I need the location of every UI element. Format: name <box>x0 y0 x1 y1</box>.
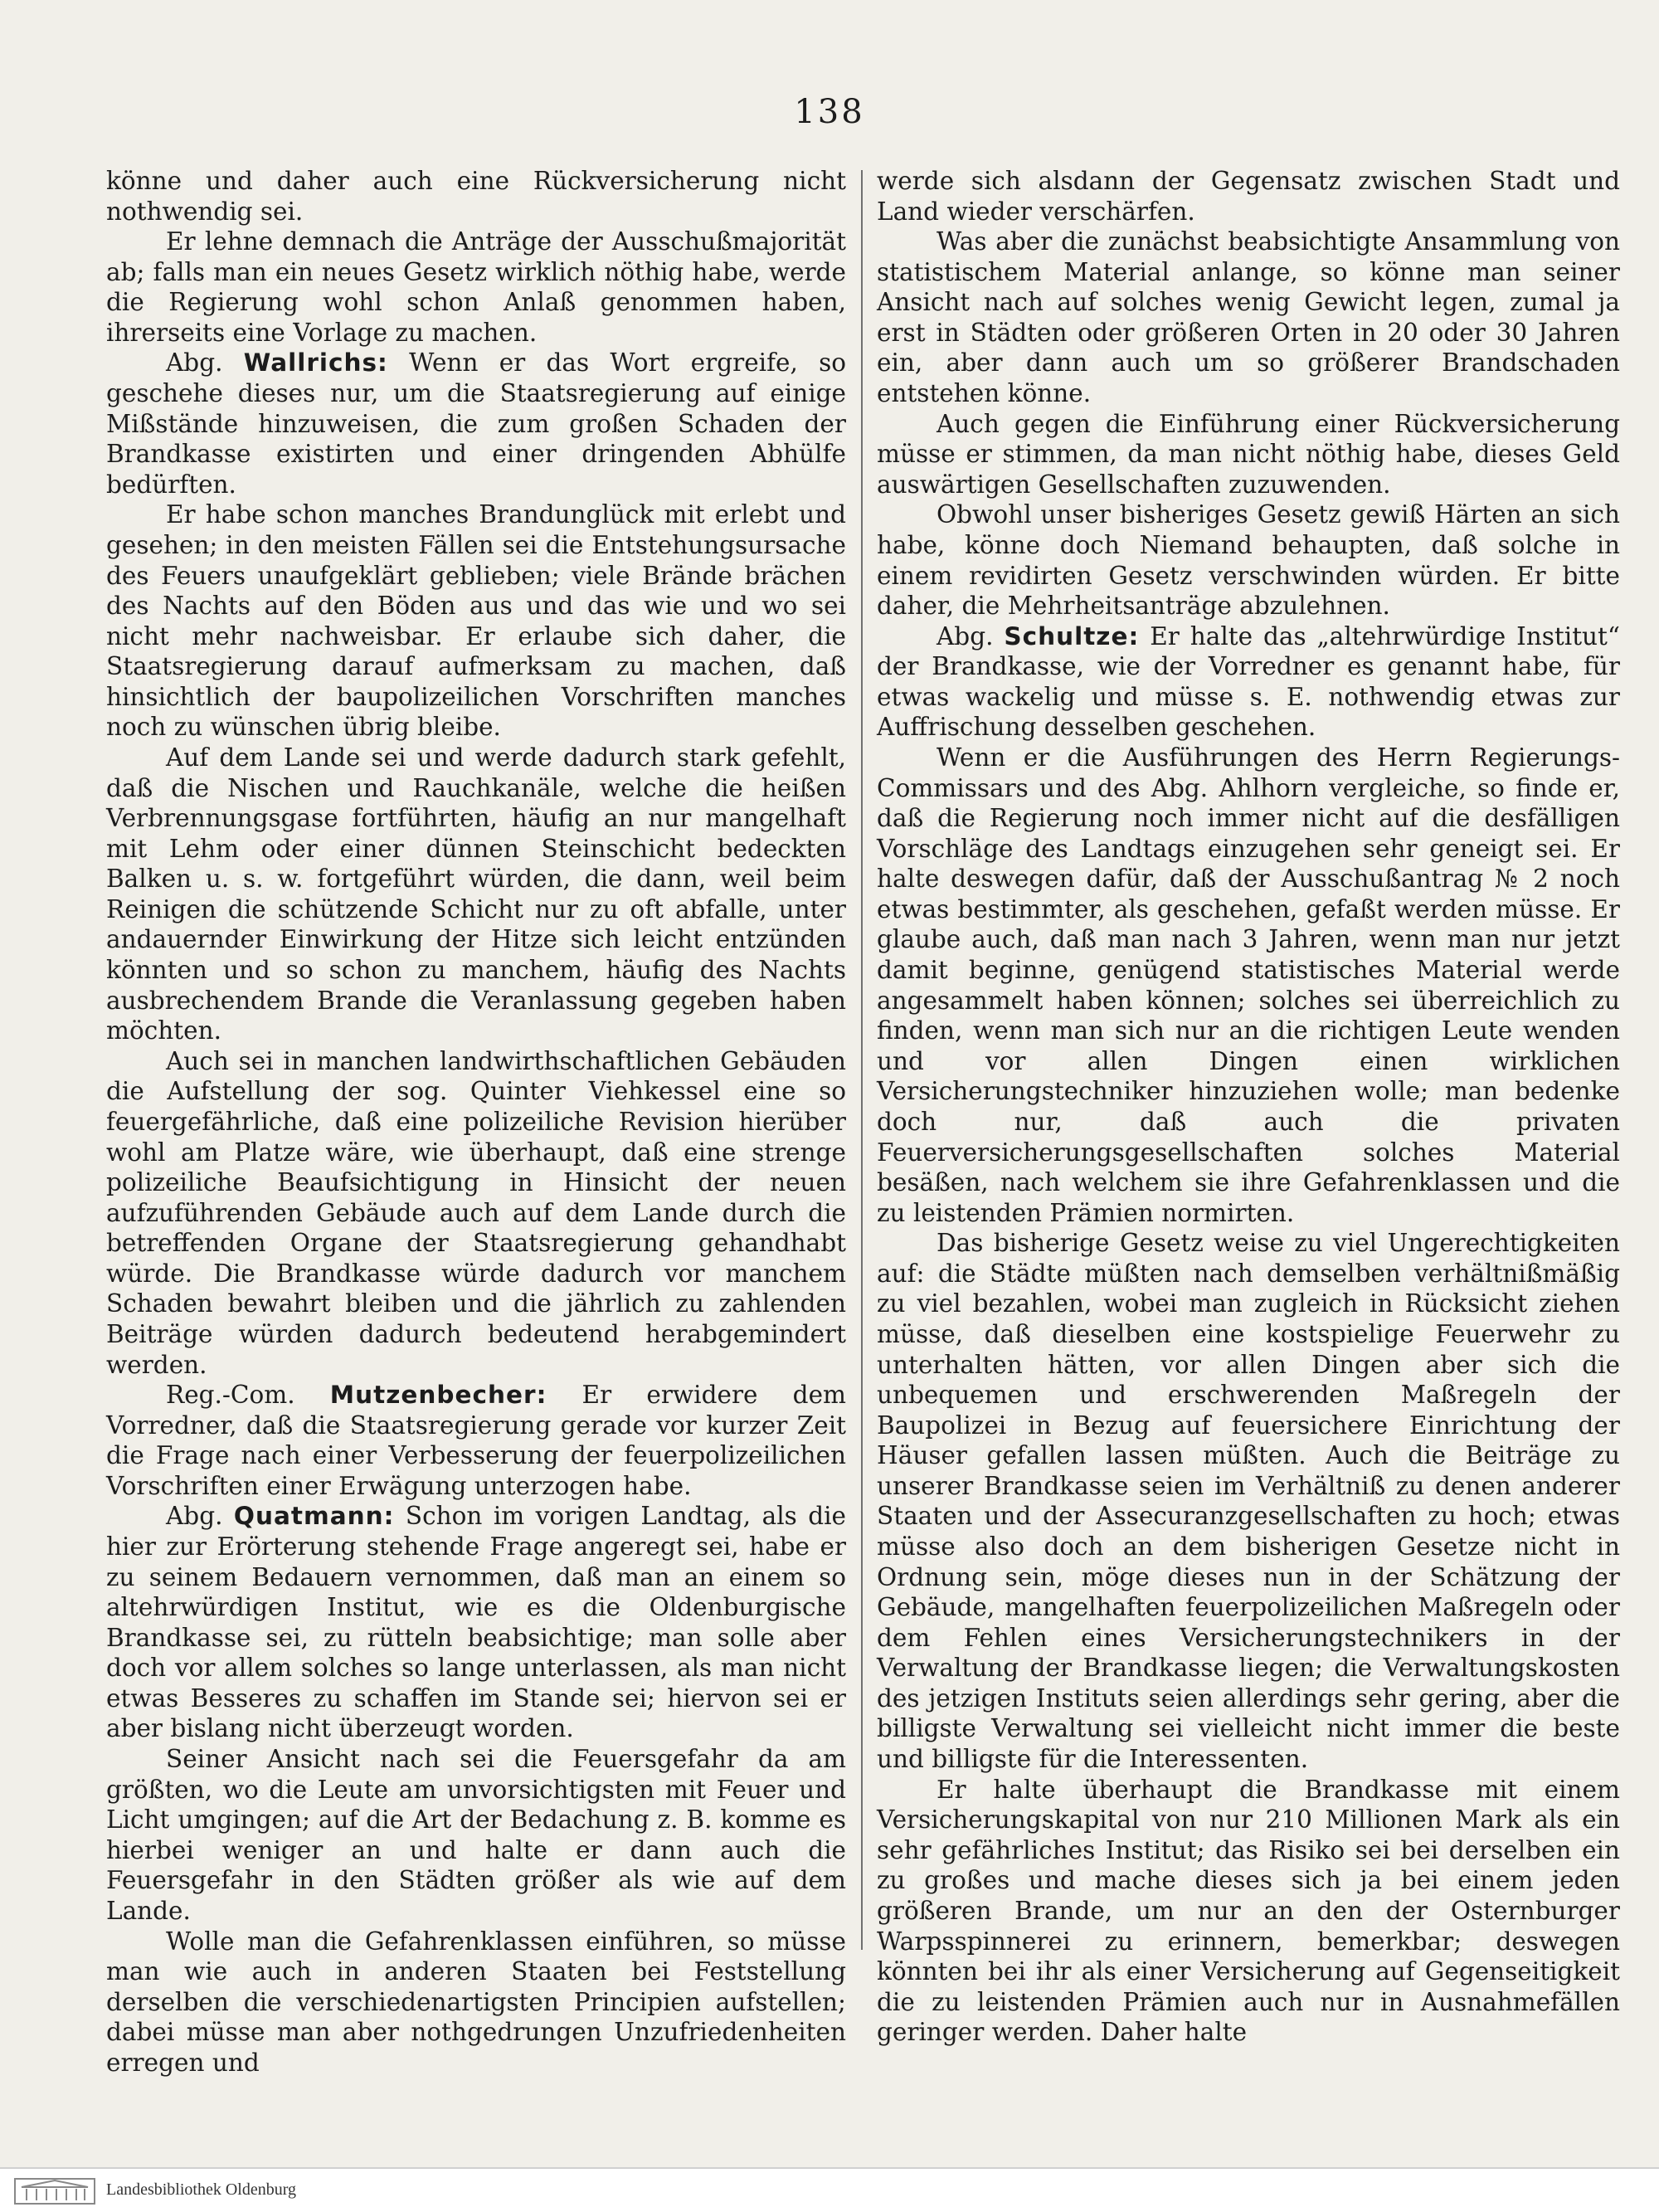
speaker-title: Abg. <box>166 1502 234 1531</box>
paragraph-text: Er lehne demnach die Anträge der Ausschußmajorität ab; falls man ein neues Gesetz wirklich nöthig habe, werde die Regierung wohl schon Anlaß genommen haben, ihrerseits eine Vorlage zu machen. <box>106 227 846 347</box>
paragraph <box>106 227 846 348</box>
paragraph <box>877 743 1620 1228</box>
paragraph-text: Das bisherige Gesetz weise zu viel Ungerechtigkeiten auf: die Städte müßten nach demselben verhältnißmäßig zu viel bezahlen, wobei man zugleich in Rücksicht ziehen müsse, daß dieselben eine kostspielige Feuerwehr zu unterhalten hätten, vor allen Dingen aber sich die unbequemen und erschwerenden Maßregeln der Baupolizei in Bezug auf feuersichere Einrichtung der Häuser gefallen lassen müßten. Auch die Beiträge zu unserer Brandkasse seien im Verhältniß zu denen anderer Staaten und der Assecuranzgesellschaften zu hoch; etwas müsse also doch an dem bisherigen Gesetze nicht in Ordnung sein, möge dieses nun in der Schätzung der Gebäude, mangelhaften feuerpolizeilichen Maßregeln oder dem Fehlen eines Versicherungstechnikers in der Verwaltung der Brandkasse liegen; die Verwaltungskosten des jetzigen Instituts seien allerdings sehr gering, aber die billigste Verwaltung sei vielleicht nicht immer die beste und billigste für die Interessenten. <box>877 1229 1620 1774</box>
library-building-icon <box>13 2175 96 2205</box>
footer-bar <box>0 2167 1659 2212</box>
speaker-name: Mutzenbecher: <box>329 1381 547 1410</box>
paragraph <box>877 166 1620 227</box>
paragraph-text: Obwohl unser bisheriges Gesetz gewiß Härten an sich habe, könne doch Niemand behaupten, daß solche in einem revidirten Gesetz verschwinden würden. Er bitte daher, die Mehrheitsanträge abzulehnen. <box>877 500 1620 621</box>
paragraph-text: Schon im vorigen Landtag, als die hier zur Erörterung stehende Frage angeregt sei, habe er zu seinem Bedauern vernommen, daß man an einem so altehrwürdigen Institut, wie es die Oldenburgische Brandkasse sei, zu rütteln beabsichtige; man solle aber doch vor allem solches so lange unterlassen, als man nicht etwas Besseres zu schaffen im Stande sei; hiervon sei er aber bislang nicht überzeugt worden. <box>106 1502 847 1743</box>
paragraph <box>877 499 1620 621</box>
paragraph <box>106 499 846 743</box>
page-number: 138 <box>794 93 865 131</box>
paragraph-text: Seiner Ansicht nach sei die Feuersgefahr da am größten, wo die Leute am unvorsichtigsten mit Feuer und Licht umgingen; auf die Art der Bedachung z. B. komme es hierbei weniger an und halte er dann auch die Feuersgefahr in den Städten größer als wie auf dem Lande. <box>106 1745 846 1925</box>
paragraph <box>106 1380 846 1501</box>
paragraph-text: Auch sei in manchen landwirthschaftlichen Gebäuden die Aufstellung der sog. Quinter Viehkessel eine so feuergefährliche, daß eine polizeiliche Revision hierüber wohl am Platze wäre, wie überhaupt, daß eine strenge polizeiliche Beaufsichtigung in Hinsicht der neuen aufzuführenden Gebäude auch auf dem Lande durch die betreffenden Organe der Staatsregierung gehandhabt würde. Die Brandkasse würde dadurch vor manchem Schaden bewahrt bleiben und die jährlich zu zahlenden Beiträge würden dadurch bedeutend herabgemindert werden. <box>106 1046 846 1379</box>
right-column <box>877 166 1620 2047</box>
speaker-title: Abg. <box>166 348 244 378</box>
speaker-name: Wallrichs: <box>243 348 388 378</box>
paragraph <box>877 409 1620 500</box>
left-column <box>106 166 847 2077</box>
paragraph <box>877 621 1620 743</box>
paragraph-text: Auch gegen die Einführung einer Rückversicherung müsse er stimmen, da man nicht nöthig habe, dieses Geld auswärtigen Gesellschaften zuzuwenden. <box>877 409 1620 499</box>
paragraph <box>877 1228 1620 1774</box>
paragraph-text: Wenn er das Wort ergreife, so geschehe dieses nur, um die Staatsregierung auf einige Mißstände hinzuweisen, die zum großen Schaden der Brandkasse existirten und einer dringenden Abhülfe bedürften. <box>106 348 846 499</box>
column-divider <box>861 170 863 1950</box>
paragraph-text: Wenn er die Ausführungen des Herrn Regierungs-Commissars und des Abg. Ahlhorn vergleiche, so finde er, daß die Regierung noch immer nicht auf die desfälligen Vorschläge des Landtags einzugehen sehr geneigt sei. Er halte deswegen dafür, daß der Ausschußantrag № 2 noch etwas bestimmter, als geschehen, gefaßt werden müsse. Er glaube auch, daß man nach 3 Jahren, wenn man nur jetzt damit beginne, genügend statistisches Material werde angesammelt haben können; solches sei überreichlich zu finden, wenn man sich nur an die richtigen Leute wenden und vor allen Dingen einen wirklichen Versicherungstechniker hinzuziehen wolle; man bedenke doch nur, daß auch die privaten Feuerversicherungsgesellschaften solches Material besäßen, nach welchem sie ihre Gefahrenklassen und die zu leistenden Prämien normirten. <box>877 743 1620 1227</box>
paragraph <box>106 348 846 499</box>
speaker-name: Schultze: <box>1004 621 1140 650</box>
paragraph-text: Wolle man die Gefahrenklassen einführen, so müsse man wie auch in anderen Staaten bei Feststellung derselben die verschiedenartigsten Principien aufstellen; dabei müsse man aber nothgedrungen Unzufriedenheiten erregen und <box>106 1927 846 2077</box>
paragraph-text: Auf dem Lande sei und werde dadurch stark gefehlt, daß die Nischen und Rauchkanäle, welche die heißen Verbrennungsgase fortführten, häufig an nur mangelhaft mit Lehm oder einer dünnen Steinschicht bedeckten Balken u. s. w. fortgeführt würden, die dann, weil beim Reinigen die schützende Schicht nur zu oft abfalle, unter andauernder Einwirkung der Hitze sich leicht entzünden könnten und so schon zu manchem, häufig des Nachts ausbrechendem Brande die Veranlassung gegeben haben möchten. <box>106 743 846 1045</box>
paragraph <box>106 166 846 227</box>
paragraph-text: werde sich alsdann der Gegensatz zwischen Stadt und Land wieder verschärfen. <box>877 167 1620 226</box>
paragraph-text: Was aber die zunächst beabsichtigte Ansammlung von statistischem Material anlange, so könne man seiner Ansicht nach auf solches wenig Gewicht legen, zumal ja erst in Städten oder größeren Orten in 20 oder 30 Jahren ein, aber dann auch um so größerer Brandschaden entstehen könne. <box>877 227 1620 408</box>
paragraph-text: Er habe schon manches Brandunglück mit erlebt und gesehen; in den meisten Fällen sei die Entstehungsursache des Feuers unaufgeklärt geblieben; viele Brände brächen des Nachts auf den Böden aus und das wie und wo sei nicht mehr nachweisbar. Er erlaube sich daher, die Staatsregierung darauf aufmerksam zu machen, daß hinsichtlich der baupolizeilichen Vorschriften manches noch zu wünschen übrig bleibe. <box>106 500 846 742</box>
speaker-title: Reg.-Com. <box>166 1381 330 1410</box>
paragraph <box>106 743 846 1046</box>
speaker-title: Abg. <box>937 621 1005 650</box>
paragraph-text: könne und daher auch eine Rückversicherung nicht nothwendig sei. <box>106 167 846 226</box>
paragraph-text: Er halte überhaupt die Brandkasse mit einem Versicherungskapital von nur 210 Millionen Mark als ein sehr gefährliches Institut; das Risiko sei bei derselben ein zu großes und mache dieses sich ja bei einem jeden größeren Brande, um nur an den der Osternburger Warpsspinnerei zu erinnern, bemerkbar; deswegen könnten bei ihr als einer Versicherung auf Gegenseitigkeit die zu leistenden Prämien auch nur in Ausnahmefällen geringer werden. Daher halte <box>877 1775 1620 2047</box>
paragraph <box>877 227 1620 408</box>
speaker-name: Quatmann: <box>233 1502 395 1531</box>
paragraph-text: Er halte das „altehrwürdige Institut“ der Brandkasse, wie der Vorredner es genannt habe, für etwas wackelig und müsse s. E. nothwendig etwas zur Auffrischung desselben geschehen. <box>877 621 1620 742</box>
paragraph <box>877 1775 1620 2048</box>
paragraph <box>106 1744 846 1926</box>
paragraph <box>106 1501 846 1744</box>
library-name: Landesbibliothek Oldenburg <box>106 2180 297 2199</box>
paragraph-text: Er erwidere dem Vorredner, daß die Staatsregierung gerade vor kurzer Zeit die Frage nach einer Verbesserung der feuerpolizeilichen Vorschriften einer Erwägung unterzogen habe. <box>106 1381 846 1500</box>
paragraph <box>106 1046 846 1380</box>
paragraph <box>106 1927 846 2078</box>
